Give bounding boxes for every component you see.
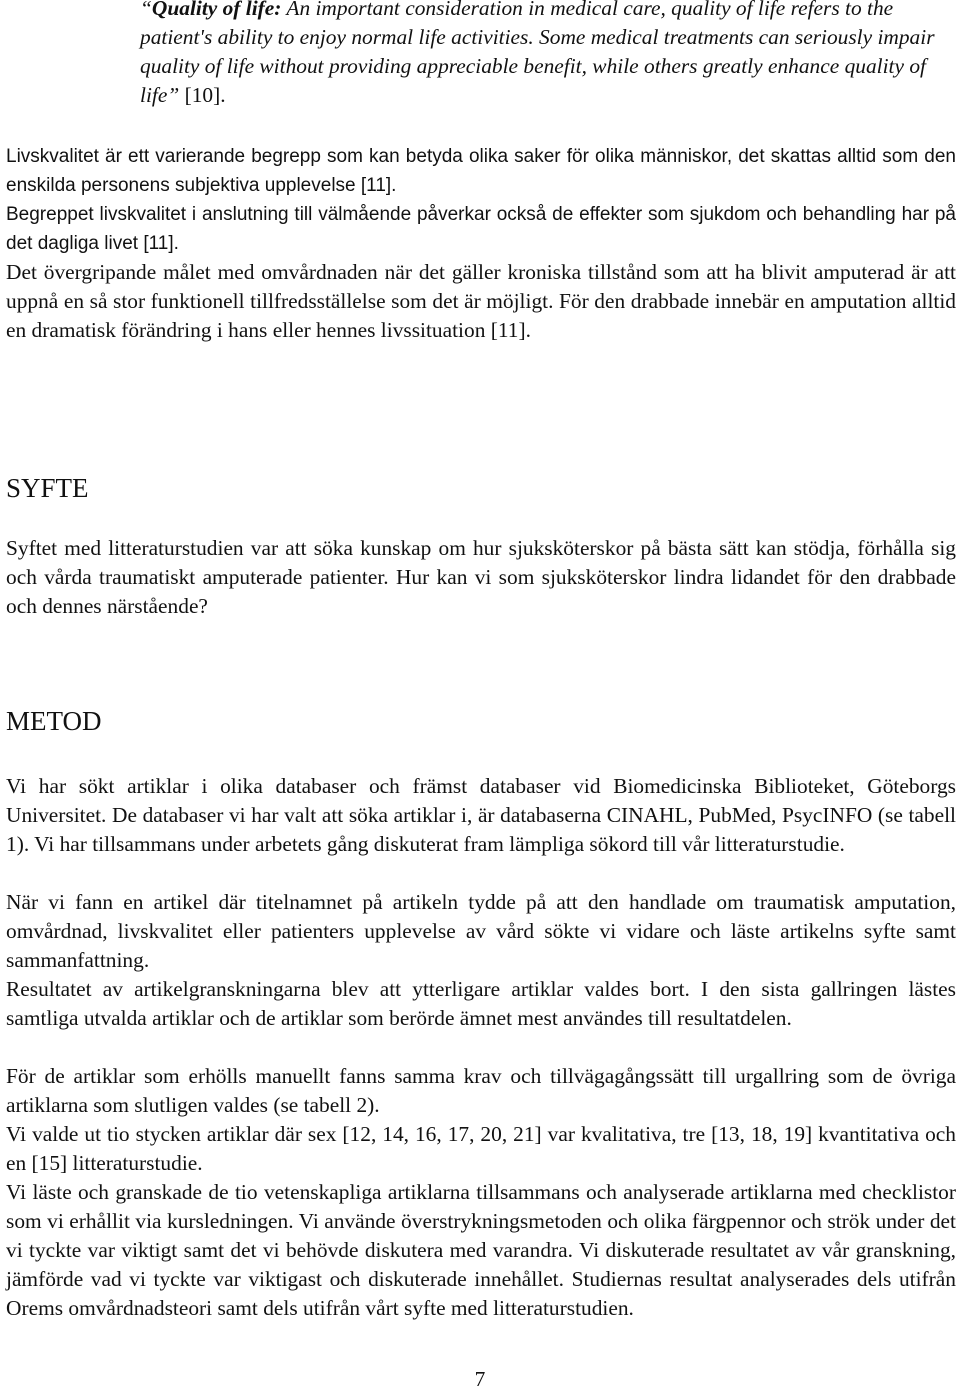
- metod-heading: METOD: [6, 706, 102, 736]
- metod-paragraph-5: Vi valde ut tio stycken artiklar där sex [12, 14, 16, 17, 20, 21] var kvalitativa, tre [13, 18, 19] kvantitativa och en [15] litteraturstudie.: [6, 1122, 956, 1175]
- quote-open-mark: “: [140, 0, 152, 20]
- page-number: 7: [474, 1367, 486, 1391]
- metod-paragraph-2: När vi fann en artikel där titelnamnet på artikeln tydde på att den handlade om traumatisk amputation, omvårdnad, livskvalitet eller patienters upplevelse av vård sökte vi vidare och läste artikelns syfte samt sammanfattning.: [6, 890, 956, 972]
- metod-paragraph-6: Vi läste och granskade de tio vetenskapliga artiklarna tillsammans och analyserade artiklarna med checklistor som vi erhållit via kursledningen. Vi använde överstrykningsmetoden och olika färgpennor och strök under det vi tyckte var viktigt samt det vi behövde diskutera med varandra. Vi diskuterade resultatet av vår granskning, jämförde vad vi tyckte var viktigast och diskuterade innehållet. Studiernas resultat analyserades dels utifrån Orems omvårdnadsteori samt dels utifrån vårt syfte med litteraturstudien.: [6, 1180, 956, 1320]
- overall-paragraph: Det övergripande målet med omvårdnaden när det gäller kroniska tillstånd som att ha blivit amputerad är att uppnå en så stor funktionell tillfredsställelse som det är möjligt. För den drabbade innebär en amputation alltid en dramatisk förändring i hans eller hennes livssituation [11].: [6, 260, 956, 342]
- syfte-heading: SYFTE: [6, 473, 89, 503]
- quote-reference: [10].: [179, 83, 226, 107]
- metod-paragraph-3: Resultatet av artikelgranskningarna blev att ytterligare artiklar valdes bort. I den sista gallringen lästes samtliga utvalda artiklar och de artiklar som berörde ämnet mest användes till resultatdelen.: [6, 977, 956, 1030]
- quote-text: An important consideration in medical care, quality of life refers to the patient's ability to enjoy normal life activities. Some medical treatments can seriously impair quality of life without providing appreciable benefit, while others greatly enhance quality of life”: [140, 0, 935, 107]
- syfte-paragraph: Syftet med litteraturstudien var att söka kunskap om hur sjuksköterskor på bästa sätt kan stödja, förhålla sig och vårda traumatiskt amputerade patienter. Hur kan vi som sjuksköterskor lindra lidandet för den drabbade och dennes närstående?: [6, 536, 956, 618]
- quote-term: Quality of life:: [151, 0, 282, 20]
- quote-block: [140, 0, 940, 110]
- intro-paragraph-2: Begreppet livskvalitet i anslutning till välmående påverkar också de effekter som sjukdom och behandling har på det dagliga livet [11].: [6, 204, 956, 254]
- intro-paragraph-1: Livskvalitet är ett varierande begrepp som kan betyda olika saker för olika människor, det skattas alltid som den enskilda personens subjektiva upplevelse [11].: [6, 146, 956, 196]
- metod-paragraph-1: Vi har sökt artiklar i olika databaser och främst databaser vid Biomedicinska Biblioteket, Göteborgs Universitet. De databaser vi har valt att söka artiklar i, är databaserna CINAHL, PubMed, PsycINFO (se tabell 1). Vi har tillsammans under arbetets gång diskuterat fram lämpliga sökord till vår litteraturstudie.: [6, 774, 956, 856]
- metod-paragraph-4: För de artiklar som erhölls manuellt fanns samma krav och tillvägagångssätt till urgallring som de övriga artiklarna som slutligen valdes (se tabell 2).: [6, 1064, 956, 1117]
